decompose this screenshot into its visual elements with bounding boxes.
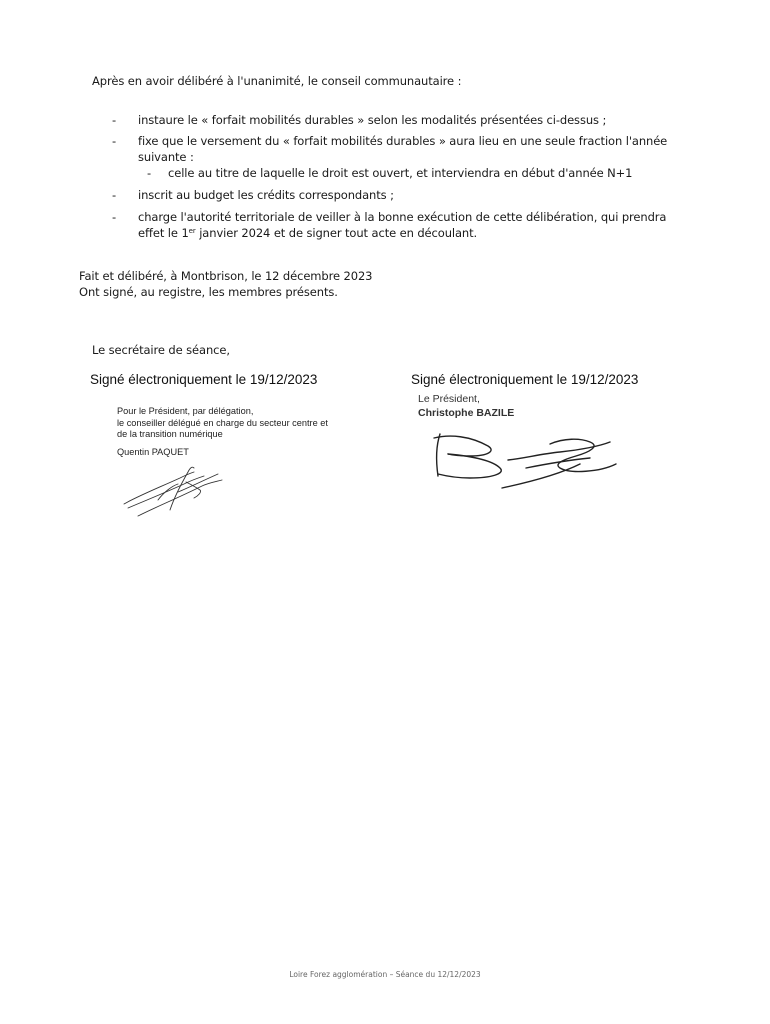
list-item-text: fixe que le versement du « forfait mobilités durables » aura lieu en une seule fraction l'année suivante :	[138, 134, 668, 164]
list-dash: -	[112, 134, 117, 148]
signatory-name: Christophe BAZILE	[418, 406, 515, 419]
list-dash: -	[112, 188, 117, 202]
list-item	[112, 112, 672, 128]
sub-list-item	[140, 165, 672, 181]
sub-list-item-text: celle au titre de laquelle le droit est ouvert, et interviendra en début d'année N+1	[168, 166, 633, 180]
sub-list-dash: -	[147, 166, 152, 180]
list-item	[112, 209, 672, 241]
handwritten-signature-left	[118, 462, 230, 518]
list-item-text-part: janvier 2024 et de signer tout acte en découlant.	[195, 226, 478, 240]
president-signature-block	[418, 393, 514, 420]
handwritten-signature-right	[430, 424, 620, 492]
electronic-signature-label-right: Signé électroniquement le 19/12/2023	[411, 372, 639, 387]
list-item-text: instaure le « forfait mobilités durables » selon les modalités présentées ci-dessus ;	[138, 113, 607, 127]
electronic-signature-label-left: Signé électroniquement le 19/12/2023	[90, 372, 318, 387]
stamp-line: Pour le Président, par délégation,	[117, 406, 254, 416]
delegate-signature-block	[117, 406, 328, 458]
deliberation-place-date	[79, 268, 372, 300]
fait-line: Fait et délibéré, à Montbrison, le 12 décembre 2023	[79, 269, 373, 283]
stamp-line: Le Président,	[418, 393, 480, 405]
list-item-text-part: charge l'autorité territoriale de veiller à la bonne exécution de cette délibération, qui prendra effet le 1	[138, 210, 667, 240]
decision-list	[112, 112, 672, 246]
ordinal-superscript: er	[188, 227, 196, 235]
signed-members-line: Ont signé, au registre, les membres présents.	[79, 285, 338, 299]
list-item-text	[138, 210, 666, 240]
list-item	[112, 187, 672, 203]
list-item-text: inscrit au budget les crédits correspondants ;	[138, 188, 394, 202]
page-footer: Loire Forez agglomération – Séance du 12/12/2023	[289, 970, 481, 979]
list-dash: -	[112, 113, 117, 127]
stamp-line: de la transition numérique	[117, 429, 223, 439]
intro-text: Après en avoir délibéré à l'unanimité, le conseil communautaire :	[92, 74, 462, 88]
list-dash: -	[112, 210, 117, 224]
list-item	[112, 133, 672, 181]
stamp-line: le conseiller délégué en charge du secteur centre et	[117, 417, 328, 428]
secretary-label: Le secrétaire de séance,	[92, 343, 230, 357]
signatory-name: Quentin PAQUET	[117, 446, 189, 457]
